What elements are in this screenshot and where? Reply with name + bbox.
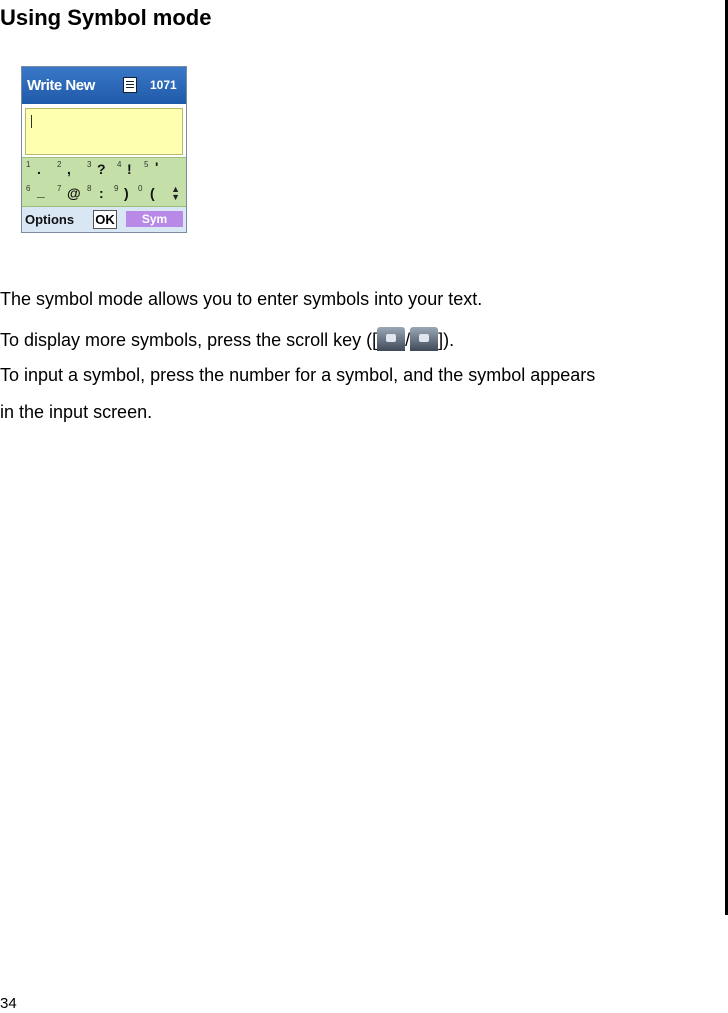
character-count: 1071 [150, 78, 177, 92]
symbol-key-number: 2 [57, 160, 62, 169]
symbol-char: ? [97, 161, 106, 177]
symbol-char: ! [127, 161, 132, 177]
text-cursor [31, 115, 32, 128]
symbol-char: ) [124, 185, 129, 201]
phone-screen-title: Write New [27, 77, 95, 94]
symbol-key-number: 3 [87, 160, 92, 169]
memo-icon [123, 77, 137, 93]
symbol-key-number: 0 [138, 184, 143, 193]
section-heading: Using Symbol mode [0, 5, 212, 30]
symbol-key-number: 5 [144, 160, 149, 169]
symbol-char: _ [37, 183, 45, 199]
symbol-key-number: 7 [57, 184, 62, 193]
symbol-key-number: 8 [87, 184, 92, 193]
symbol-char: @ [67, 185, 81, 201]
ok-softkey: OK [93, 210, 117, 229]
key-separator: / [405, 330, 411, 350]
symbol-key-number: 6 [26, 184, 31, 193]
symbol-key-number: 4 [117, 160, 122, 169]
softkey-bar [22, 207, 186, 232]
symbol-char: : [99, 185, 104, 201]
symbol-key-number: 9 [114, 184, 119, 193]
page-number: 34 [0, 995, 17, 1012]
symbol-char: . [37, 161, 41, 177]
paragraph-input-line1: To input a symbol, press the number for a symbol, and the symbol appears [0, 365, 596, 385]
sym-mode-indicator: Sym [126, 211, 183, 227]
paragraph-scroll [0, 327, 454, 351]
text-input-area [25, 108, 183, 155]
symbol-char: , [67, 161, 71, 177]
paragraph-intro: The symbol mode allows you to enter symbols into your text. [0, 289, 483, 309]
paragraph-scroll-end: ]). [438, 330, 455, 350]
scroll-arrows-icon: ▲ ▼ [171, 184, 180, 202]
symbol-char: ( [150, 185, 155, 201]
scroll-up-key-icon [377, 327, 405, 351]
paragraph-scroll-text: To display more symbols, press the scroll key ([ [0, 330, 378, 350]
symbol-grid [22, 157, 186, 207]
scroll-down-key-icon [410, 327, 438, 351]
options-softkey: Options [25, 212, 75, 227]
phone-screenshot [21, 66, 187, 233]
symbol-key-number: 1 [26, 160, 31, 169]
paragraph-input-line2: in the input screen. [0, 402, 153, 422]
symbol-char: ' [155, 159, 159, 175]
phone-title-bar [22, 67, 186, 104]
